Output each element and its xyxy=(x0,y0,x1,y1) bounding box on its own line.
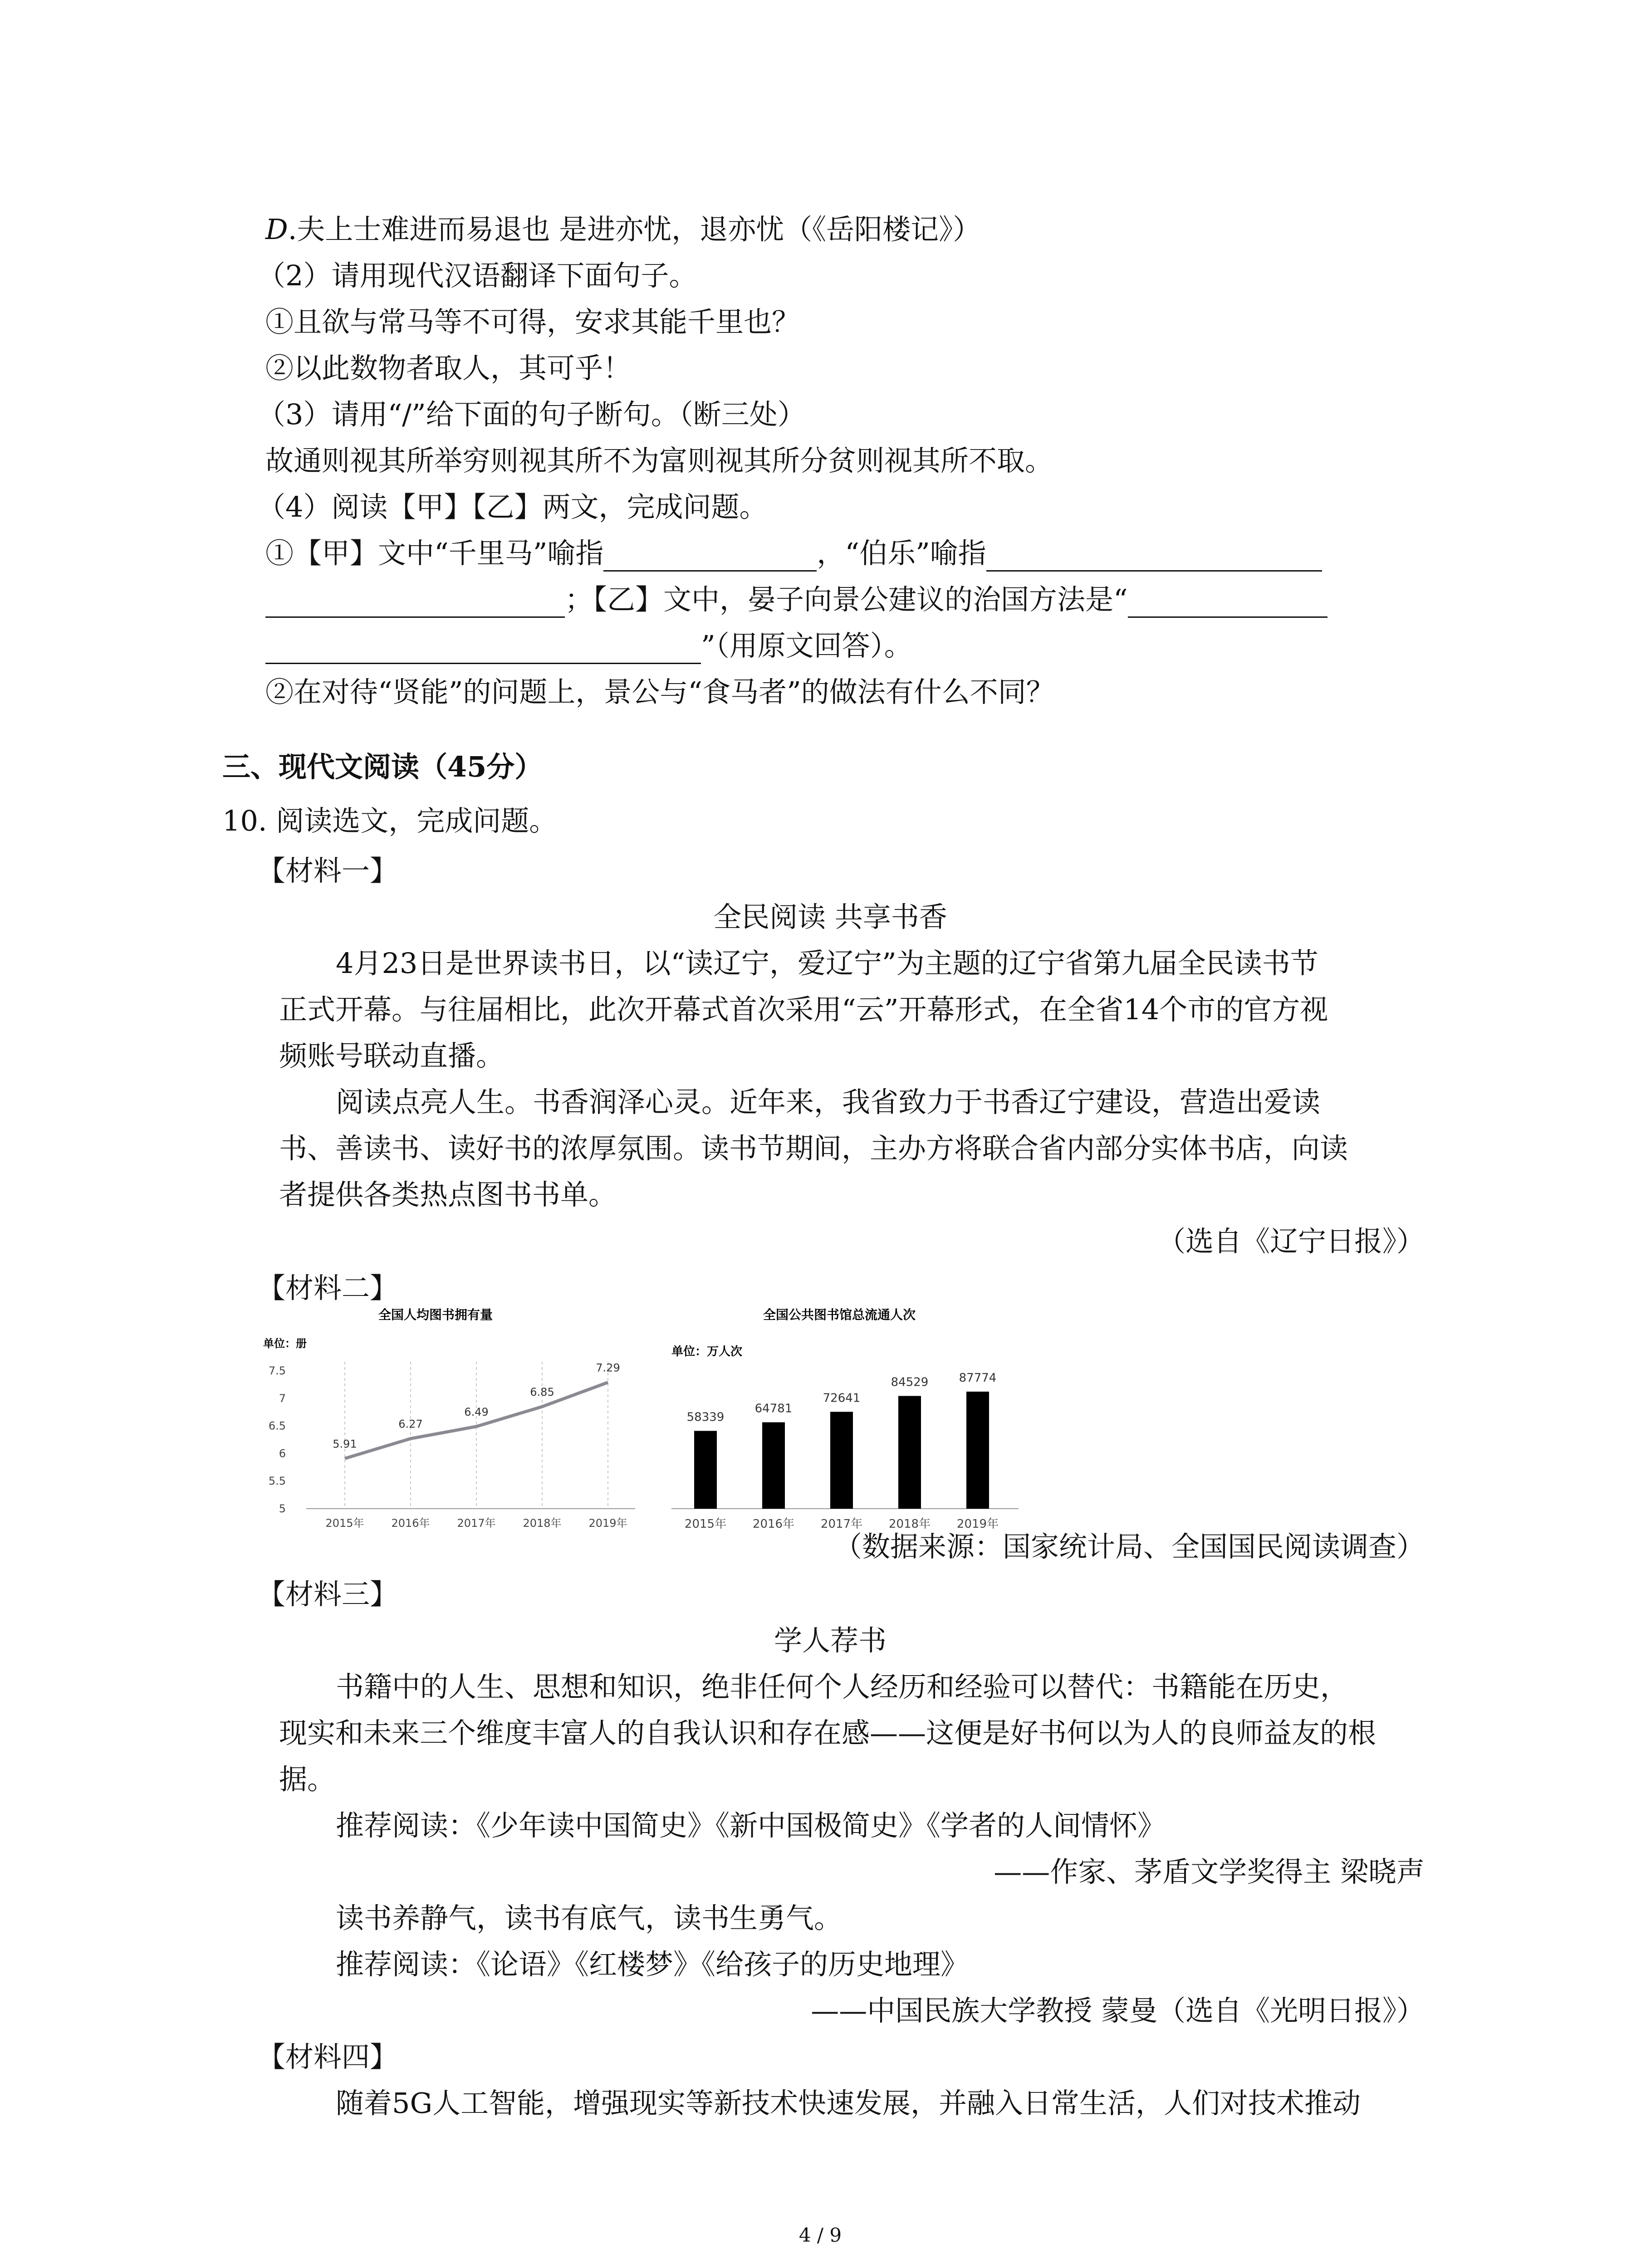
line-chart-x-tick: 2015年 xyxy=(325,1517,364,1530)
subquestion-3: （3）请用“/”给下面的句子断句。（断三处） xyxy=(257,398,806,431)
question-4-1-line3 xyxy=(265,628,912,664)
answer-blank-3[interactable] xyxy=(265,590,565,618)
bar-chart-data-label: 58339 xyxy=(686,1410,725,1424)
bar-chart-x-tick: 2018年 xyxy=(888,1517,931,1531)
material-3-recommend-1: 推荐阅读：《少年读中国简史》《新中国极简史》《学者的人间情怀》 xyxy=(336,1809,1166,1842)
bar-chart-title: 全国公共图书馆总流通人次 xyxy=(763,1307,916,1322)
material-3-line-4: 读书养静气，读书有底气，读书生勇气。 xyxy=(336,1901,843,1935)
material-2-label: 【材料二】 xyxy=(257,1271,398,1305)
material-1-line-4: 阅读点亮人生。书香润泽心灵。近年来，我省致力于书香辽宁建设，营造出爱读 xyxy=(336,1085,1321,1119)
q4-1-part-d: ”（用原文回答）。 xyxy=(701,629,912,662)
material-1-line-1: 4月23日是世界读书日，以“读辽宁，爱辽宁”为主题的辽宁省第九届全民读书节 xyxy=(336,947,1318,980)
q4-1-part-b: ，“伯乐”喻指 xyxy=(817,537,986,570)
bar-chart-unit: 单位：万人次 xyxy=(671,1345,743,1359)
option-d xyxy=(265,211,981,248)
line-chart-data-label: 5.91 xyxy=(333,1437,357,1451)
bar-chart-x-tick: 2019年 xyxy=(956,1517,999,1531)
material-1-line-6: 者提供各类热点图书书单。 xyxy=(279,1178,617,1211)
material-3-label: 【材料三】 xyxy=(257,1578,398,1611)
question-10: 10. 阅读选文，完成问题。 xyxy=(222,804,558,837)
answer-blank-4[interactable] xyxy=(1128,590,1327,618)
bar-chart-data-label: 64781 xyxy=(754,1402,793,1416)
answer-blank-2[interactable] xyxy=(986,544,1322,572)
material-1-title: 全民阅读 共享书香 xyxy=(713,900,947,934)
line-chart-data-label: 6.49 xyxy=(464,1405,489,1418)
material-1-line-2: 正式开幕。与往届相比，此次开幕式首次采用“云”开幕形式，在全省14个市的官方视 xyxy=(279,993,1328,1026)
material-3-title: 学人荐书 xyxy=(774,1624,887,1657)
bar-chart-data-label: 87774 xyxy=(959,1371,997,1385)
bar-chart-x-tick: 2016年 xyxy=(752,1517,795,1531)
sentence-2: ②以此数物者取人，其可乎！ xyxy=(265,352,632,385)
line-chart-data-label: 6.27 xyxy=(398,1418,423,1431)
section-heading: 三、现代文阅读（45分） xyxy=(222,750,543,783)
material-1-line-3: 频账号联动直播。 xyxy=(279,1039,505,1072)
line-chart-y-tick: 6 xyxy=(279,1447,286,1460)
line-chart-y-tick: 7.5 xyxy=(268,1364,286,1377)
question-4-1-line1 xyxy=(265,535,1322,572)
page-number: 4 / 9 xyxy=(798,2224,842,2246)
material-3-line-1: 书籍中的人生、思想和知识，绝非任何个人经历和经验可以替代：书籍能在历史， xyxy=(336,1670,1349,1703)
question-4-2: ②在对待“贤能”的问题上，景公与“食马者”的做法有什么不同？ xyxy=(265,675,1054,709)
material-3-author-1: ——作家、茅盾文学奖得主 梁晓声 xyxy=(994,1855,1425,1888)
bar-chart-data-label: 84529 xyxy=(891,1375,929,1389)
line-chart-title: 全国人均图书拥有量 xyxy=(378,1307,493,1322)
bar-chart-data-label: 72641 xyxy=(823,1391,861,1405)
line-chart-data-label: 6.85 xyxy=(530,1386,554,1399)
line-chart-series xyxy=(345,1383,608,1459)
line-chart-y-tick: 5 xyxy=(279,1502,286,1515)
line-chart-y-tick: 5.5 xyxy=(268,1475,286,1488)
line-chart-x-tick: 2016年 xyxy=(391,1517,430,1530)
line-chart-data-label: 7.29 xyxy=(596,1361,620,1374)
bar-chart xyxy=(667,1297,1030,1551)
bar-chart-x-tick: 2017年 xyxy=(820,1517,863,1531)
bar-chart-bar xyxy=(898,1396,921,1509)
line-chart-y-tick: 6.5 xyxy=(268,1419,286,1432)
q4-1-part-a: ①【甲】文中“千里马”喻指 xyxy=(265,537,604,570)
line-chart-x-tick: 2019年 xyxy=(588,1517,627,1530)
material-1-source: （选自《辽宁日报》） xyxy=(1157,1225,1425,1258)
material-3-line-3: 据。 xyxy=(279,1763,336,1796)
answer-blank-1[interactable] xyxy=(603,544,817,572)
material-3-author-2: ——中国民族大学教授 蒙曼（选自《光明日报》） xyxy=(811,1994,1425,2027)
material-4-line-1: 随着5G人工智能，增强现实等新技术快速发展，并融入日常生活，人们对技术推动 xyxy=(336,2087,1361,2120)
material-2-source: （数据来源：国家统计局、全国国民阅读调查） xyxy=(833,1530,1425,1563)
bar-chart-bar xyxy=(694,1431,717,1509)
subquestion-2: （2）请用现代汉语翻译下面句子。 xyxy=(257,259,697,292)
option-d-letter: D xyxy=(265,213,288,246)
material-1-label: 【材料一】 xyxy=(257,854,398,887)
sentence-1: ①且欲与常马等不可得，安求其能千里也？ xyxy=(265,305,800,338)
bar-chart-x-tick: 2015年 xyxy=(684,1517,727,1531)
line-chart-x-tick: 2017年 xyxy=(457,1517,496,1530)
question-4-1-line2 xyxy=(265,582,1327,618)
bar-chart-bar xyxy=(762,1422,785,1509)
line-chart xyxy=(259,1297,658,1551)
line-chart-x-tick: 2018年 xyxy=(523,1517,562,1530)
option-d-text: .夫上士难进而易退也 是进亦忧，退亦忧（《岳阳楼记》） xyxy=(288,213,981,246)
line-chart-unit: 单位：册 xyxy=(263,1337,307,1350)
bar-chart-bar xyxy=(966,1392,989,1509)
material-3-line-2: 现实和未来三个维度丰富人的自我认识和存在感——这便是好书何以为人的良师益友的根 xyxy=(279,1716,1376,1750)
answer-blank-5[interactable] xyxy=(265,636,701,664)
q4-1-part-c: ；【乙】文中，晏子向景公建议的治国方法是“ xyxy=(565,583,1128,616)
punctuation-text: 故通则视其所举穷则视其所不为富则视其所分贫则视其所不取。 xyxy=(265,444,1053,477)
material-4-label: 【材料四】 xyxy=(257,2040,398,2073)
subquestion-4: （4）阅读【甲】【乙】两文，完成问题。 xyxy=(257,490,768,523)
material-3-recommend-2: 推荐阅读：《论语》《红楼梦》《给孩子的历史地理》 xyxy=(336,1948,969,1981)
material-1-line-5: 书、善读书、读好书的浓厚氛围。读书节期间，主办方将联合省内部分实体书店，向读 xyxy=(279,1132,1348,1165)
line-chart-y-tick: 7 xyxy=(279,1392,286,1405)
bar-chart-bar xyxy=(830,1412,853,1509)
